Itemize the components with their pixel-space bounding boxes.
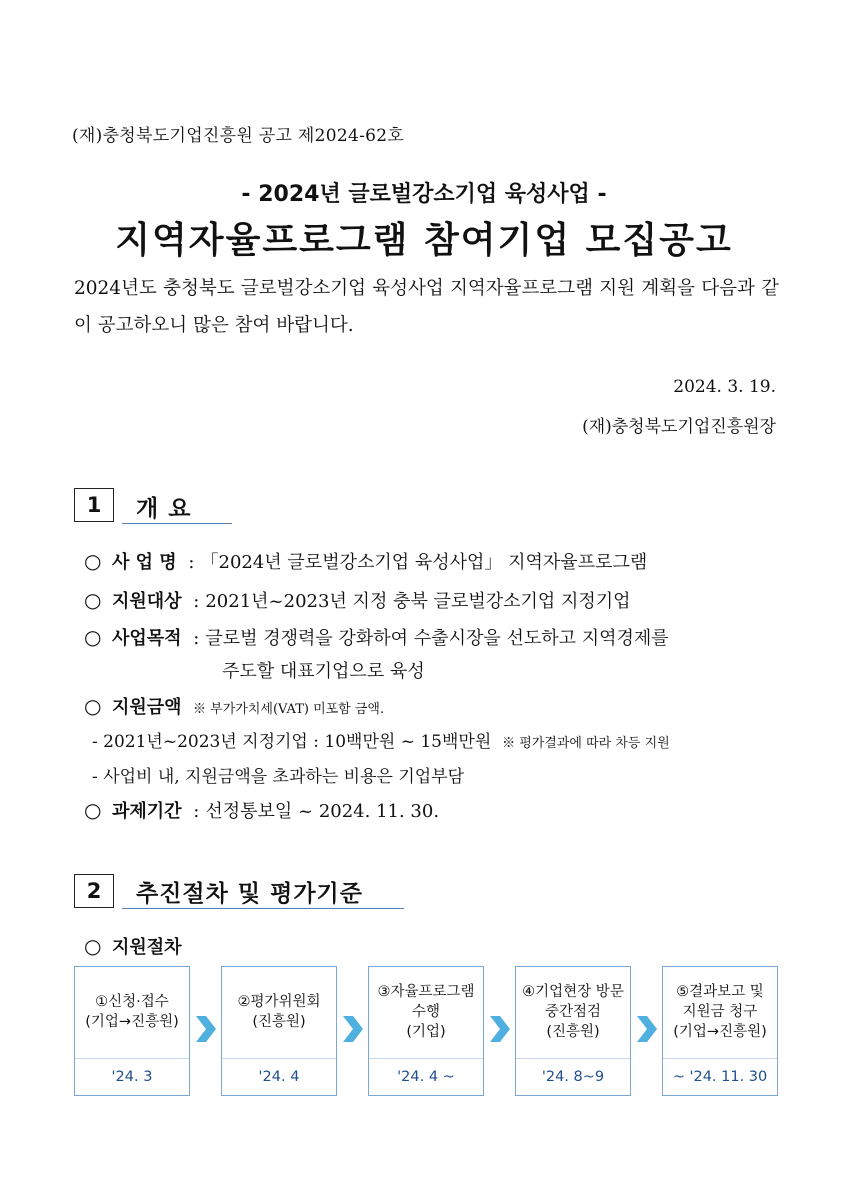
step-label: ③자율프로그램 수행 (기업) (377, 984, 475, 1040)
section-number: 1 (74, 488, 114, 522)
section-underline (122, 523, 232, 524)
section-title: 추진절차 및 평가기준 (136, 881, 363, 907)
item-label: 사업목적 (112, 628, 182, 649)
step-label: ④기업현장 방문 중간점검 (진흥원) (522, 984, 624, 1040)
overview-item-purpose: ○ 사업목적 : 글로벌 경쟁력을 강화하여 수출시장을 선도하고 지역경제를 (84, 625, 669, 649)
item-label: 지원대상 (112, 591, 182, 612)
chevron-arrow-right-icon (194, 1012, 218, 1046)
process-step (515, 966, 631, 1096)
step-label: ②평가위원회 (진흥원) (237, 994, 321, 1030)
item-value: 「2024년 글로벌강소기업 육성사업」 지역자율프로그램 (200, 552, 648, 573)
overview-item-target: ○ 지원대상 : 2021년~2023년 지정 충북 글로벌강소기업 지정기업 (84, 588, 631, 612)
circle-bullet: ○ (84, 934, 102, 958)
item-value-continued: 주도할 대표기업으로 육성 (222, 661, 425, 682)
section-number: 2 (74, 874, 114, 908)
step-period: '24. 3 (75, 1058, 189, 1095)
issuer: (재)충청북도기업진흥원장 (582, 417, 776, 437)
circle-bullet: ○ (84, 625, 102, 649)
item-value: 2021년~2023년 지정 충북 글로벌강소기업 지정기업 (205, 591, 631, 612)
process-step (662, 966, 778, 1096)
step-label: ①신청·접수 (기업→진흥원) (85, 994, 179, 1030)
funding-note: ※ 평가결과에 따라 차등 지원 (502, 736, 670, 751)
item-label: 사 업 명 (112, 552, 177, 573)
page-subtitle: - 2024년 글로벌강소기업 육성사업 - (241, 182, 607, 207)
item-value: 선정통보일 ~ 2024. 11. 30. (205, 801, 440, 822)
chevron-arrow-right-icon (341, 1012, 365, 1046)
overview-item-period: ○ 과제기간 : 선정통보일 ~ 2024. 11. 30. (84, 798, 440, 822)
step-period: ~ '24. 11. 30 (663, 1058, 777, 1095)
notice-number: (재)충청북도기업진흥원 공고 제2024-62호 (72, 126, 405, 146)
procedure-heading (84, 933, 182, 959)
step-period: '24. 4 (222, 1058, 336, 1095)
step-label: ⑤결과보고 및 지원금 청구 (기업→진흥원) (673, 984, 767, 1040)
circle-bullet: ○ (84, 588, 102, 612)
circle-bullet: ○ (84, 549, 102, 573)
procedure-label: 지원절차 (112, 937, 182, 958)
item-label: 지원금액 (112, 697, 182, 718)
chevron-arrow-right-icon (635, 1012, 659, 1046)
process-step (221, 966, 337, 1096)
step-period: '24. 4 ~ (369, 1058, 483, 1095)
vat-note: ※ 부가가치세(VAT) 미포함 금액. (193, 702, 385, 717)
funding-line (92, 727, 670, 752)
circle-bullet: ○ (84, 694, 102, 718)
circle-bullet: ○ (84, 798, 102, 822)
notice-date: 2024. 3. 19. (673, 377, 776, 397)
item-value: 글로벌 경쟁력을 강화하여 수출시장을 선도하고 지역경제를 (205, 628, 669, 649)
page-title: 지역자율프로그램 참여기업 모집공고 (115, 220, 733, 261)
process-step (74, 966, 190, 1096)
process-step (368, 966, 484, 1096)
funding-line (92, 762, 464, 787)
section-title: 개 요 (136, 496, 192, 522)
item-label: 과제기간 (112, 801, 182, 822)
overview-item-name: ○ 사 업 명 : 「2024년 글로벌강소기업 육성사업」 지역자율프로그램 (84, 549, 648, 573)
overview-item-amount (84, 693, 384, 719)
intro-paragraph: 2024년도 충청북도 글로벌강소기업 육성사업 지역자율프로그램 지원 계획을 다음과 같이 공고하오니 많은 참여 바랍니다. (74, 278, 779, 336)
chevron-arrow-right-icon (488, 1012, 512, 1046)
section-underline (122, 908, 404, 909)
funding-text: - 2021년~2023년 지정기업 : 10백만원 ~ 15백만원 (92, 732, 492, 752)
step-period: '24. 8~9 (516, 1058, 630, 1095)
funding-text: - 사업비 내, 지원금액을 초과하는 비용은 기업부담 (92, 767, 465, 787)
